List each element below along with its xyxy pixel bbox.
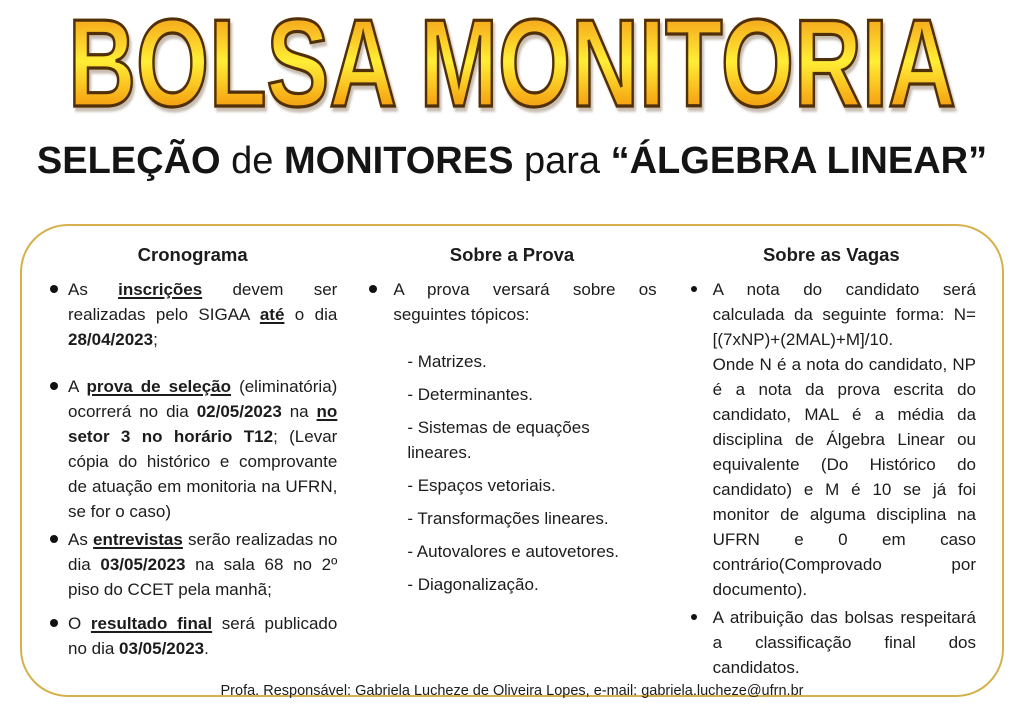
item-text (68, 374, 337, 524)
text-run: 28/04/2023 (68, 330, 154, 349)
columns (48, 238, 976, 680)
subtitle-de: de (220, 140, 284, 182)
item-text: A prova versará sobre os seguintes tópicos: (393, 280, 657, 324)
topic-sistemas: - Sistemas de equações lineares. (407, 418, 590, 462)
text-run: 02/05/2023 (196, 402, 282, 421)
item-text (68, 611, 337, 661)
cronograma-header: Cronograma (137, 244, 248, 265)
topics-list (407, 349, 656, 597)
text-run: (eliminatória) ocorrerá no dia (68, 377, 338, 421)
poster-subtitle (0, 138, 1024, 184)
text-run: 03/05/2023 (100, 555, 186, 574)
bullet-icon (50, 285, 58, 293)
vagas-header: Sobre as Vagas (762, 244, 900, 265)
text-run: As (68, 280, 119, 299)
list-item-prova-selecao (48, 374, 337, 524)
topic-espacos: - Espaços vetoriais. (407, 476, 556, 495)
bullet-icon (369, 285, 377, 293)
bullet-icon (50, 382, 58, 390)
text-run: serão realizadas no dia (68, 530, 338, 574)
subtitle-course: “ÁLGEBRA LINEAR” (610, 140, 988, 182)
text-run: prova de seleção (86, 377, 232, 396)
text-run: resultado final (90, 614, 213, 633)
bullet-icon (691, 614, 697, 620)
item-text: A atribuição das bolsas respeitará a classificação final dos candidatos. (712, 608, 976, 677)
text-run: 03/05/2023 (119, 639, 205, 658)
title-banner (0, 0, 1024, 133)
text-run: ; (153, 330, 158, 349)
topic-determinantes: - Determinantes. (407, 385, 533, 404)
text-run: setor 3 no horário T12 (68, 427, 274, 446)
text-run: entrevistas (93, 530, 183, 549)
topic-transformacoes: - Transformações lineares. (407, 509, 609, 528)
text-run: no (316, 402, 338, 421)
topic-diagonalizacao: - Diagonalização. (407, 575, 539, 594)
text-run: As (68, 530, 94, 549)
text-run: A (68, 377, 87, 396)
footer-contact: Profa. Responsável: Gabriela Lucheze de Oliveira Lopes, e-mail: gabriela.lucheze@ufrn.br (220, 683, 804, 699)
list-item-entrevistas (48, 527, 337, 602)
subtitle-para: para (513, 140, 611, 182)
item-text (713, 277, 976, 602)
item-text (68, 527, 337, 602)
text-run: devem ser realizadas pelo SIGAA (68, 280, 338, 324)
poster (0, 2, 1024, 717)
column-vagas (687, 238, 976, 680)
poster-title: BOLSA MONITORIA (68, 0, 956, 135)
text-run: o dia (284, 305, 338, 324)
text-run: na sala 68 no 2º piso do CCET pela manhã; (68, 555, 338, 599)
prova-header: Sobre a Prova (449, 244, 575, 265)
list-item-inscricoes (48, 277, 337, 352)
bullet-icon (691, 286, 697, 292)
subtitle-monitores: MONITORES (284, 140, 514, 182)
bullet-icon (50, 619, 58, 627)
topic-matrizes: - Matrizes. (407, 352, 487, 371)
subtitle-selecao: SELEÇÃO (36, 140, 221, 182)
text-run: Onde N é a nota do candidato, NP é a nota da prova escrita do candidato, MAL é a média da disciplina de Álgebra Linear ou equivalente (Do Histórico do candidato) e M é 10 se já foi monitor de alguma disciplina na UFRN e 0 em caso contrário(Comprovado por documento). (712, 355, 976, 599)
column-prova (367, 238, 656, 680)
bullet-icon (50, 535, 58, 543)
list-item-atribuicao (687, 605, 976, 680)
item-text (68, 277, 337, 352)
content-box (20, 224, 1004, 697)
list-item-resultado (48, 611, 337, 661)
column-cronograma (48, 238, 337, 680)
text-run: . (204, 639, 209, 658)
text-run: inscrições (118, 280, 203, 299)
topic-autovalores: - Autovalores e autovetores. (407, 542, 620, 561)
text-run: até (259, 305, 285, 324)
text-run: ; (Levar cópia do histórico e comprovante de atuação em monitoria na UFRN, se for o caso) (68, 427, 338, 521)
text-run: O (68, 614, 91, 633)
list-item-nota (687, 277, 976, 602)
text-run: será publicado no dia (68, 614, 338, 658)
text-run: na (281, 402, 317, 421)
text-run: A nota do candidato será calculada da seguinte forma: N=[(7xNP)+(2MAL)+M]/10. (712, 280, 976, 349)
list-item-intro (367, 277, 656, 327)
